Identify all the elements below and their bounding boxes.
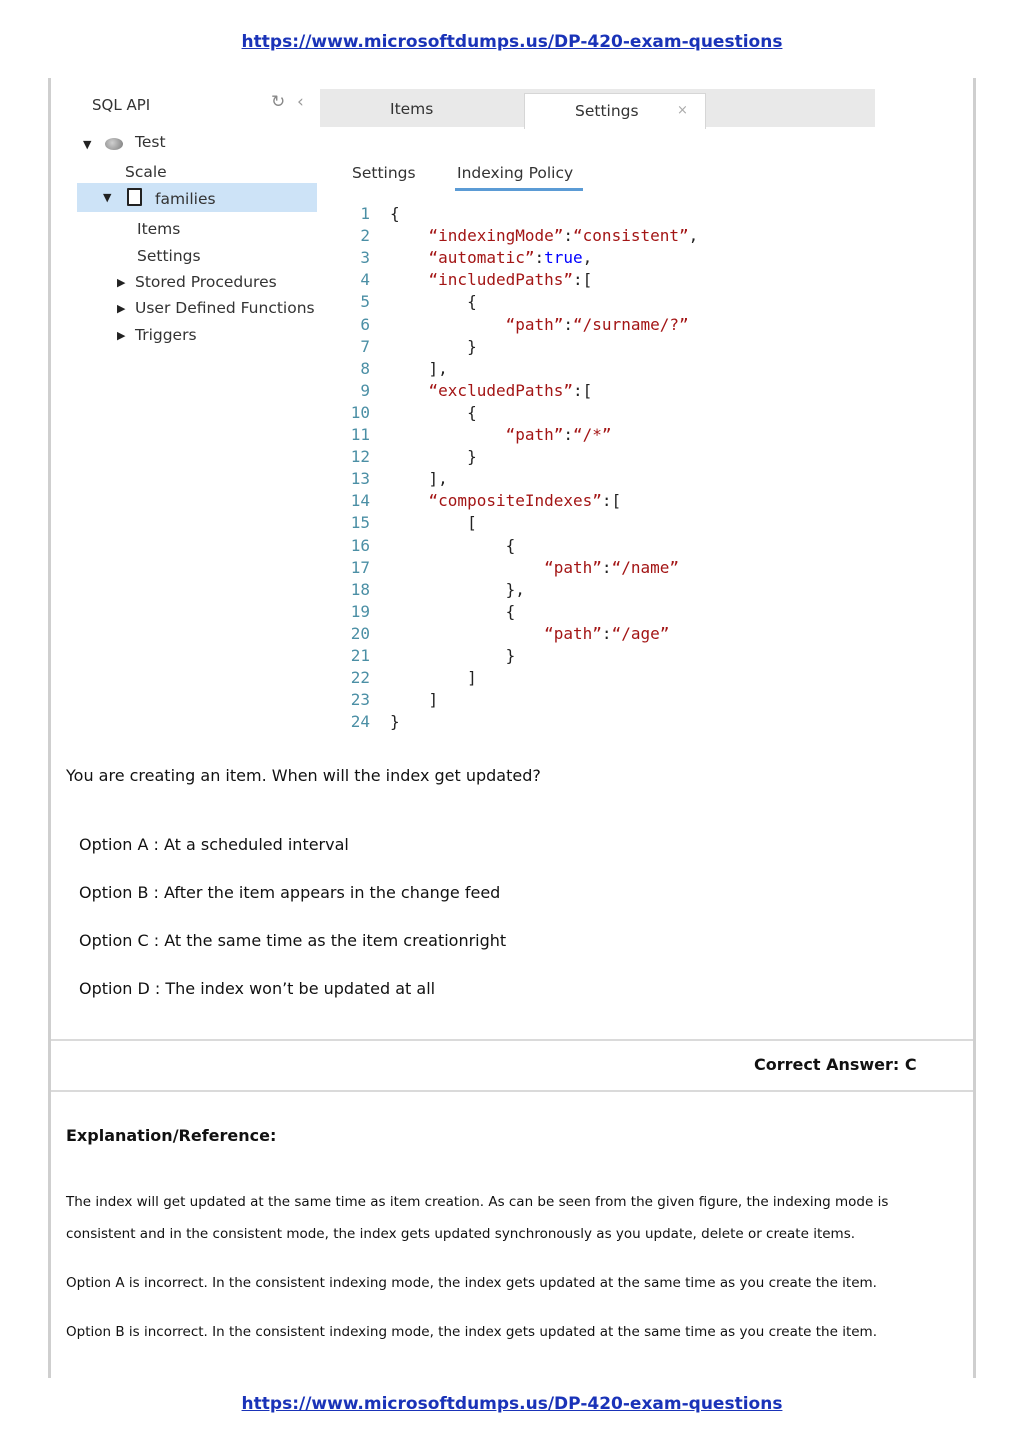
code-text: ], (390, 358, 448, 378)
line-number: 15 (350, 513, 370, 533)
line-number: 22 (350, 668, 370, 688)
line-number: 1 (360, 204, 370, 223)
code-text: “path”:“/name” (544, 557, 679, 577)
active-subtab-indicator (455, 188, 583, 191)
refresh-icon[interactable]: ↻ (271, 92, 286, 112)
explanation-paragraph: Option B is incorrect. In the consistent indexing mode, the index gets updated at the same time as you create the item. (66, 1324, 877, 1340)
tab-settings-label: Settings (575, 102, 639, 120)
document-icon (127, 188, 142, 206)
explanation-paragraph: The index will get updated at the same time as item creation. As can be seen from the given figure, the indexing mode is (66, 1194, 889, 1210)
code-text: { (390, 535, 516, 555)
option-d[interactable]: Option D : The index won’t be updated at all (79, 979, 436, 998)
tree-database-test[interactable]: Test (135, 133, 166, 151)
tab-items[interactable]: Items (390, 100, 434, 118)
line-number: 4 (360, 270, 370, 290)
line-number: 5 (360, 292, 370, 312)
code-text: } (390, 447, 477, 467)
code-text: { (390, 204, 400, 223)
code-text: { (390, 292, 477, 312)
line-number: 3 (360, 248, 370, 268)
line-number: 11 (350, 425, 370, 444)
expand-arrow-icon[interactable]: ▶ (117, 302, 126, 315)
code-text: “path”:“/age” (544, 623, 670, 643)
option-c[interactable]: Option C : At the same time as the item creationright (79, 931, 507, 950)
tab-bar (320, 89, 875, 127)
correct-answer: Correct Answer: C (754, 1055, 917, 1074)
line-number: 16 (350, 535, 370, 555)
tab-settings[interactable] (524, 93, 706, 129)
line-number: 9 (360, 380, 370, 400)
code-text: [ (390, 513, 477, 533)
expand-arrow-icon[interactable]: ▶ (117, 276, 126, 289)
tree-item-stored-procedures[interactable]: Stored Procedures (135, 273, 277, 291)
line-number: 19 (350, 601, 370, 621)
close-icon[interactable]: × (677, 103, 688, 118)
tree-item-items[interactable]: Items (137, 220, 181, 238)
line-number: 21 (350, 646, 370, 665)
expand-arrow-icon[interactable]: ▶ (117, 329, 126, 342)
expand-arrow-icon[interactable]: ▼ (83, 138, 92, 151)
line-number: 24 (350, 712, 370, 732)
subtab-indexing-policy[interactable]: Indexing Policy (457, 164, 574, 182)
database-icon (105, 138, 123, 150)
footer-url-link[interactable]: https://www.microsoftdumps.us/DP-420-exam-questions (241, 1394, 783, 1414)
question-text: You are creating an item. When will the index get updated? (66, 766, 541, 785)
explanation-title: Explanation/Reference: (66, 1126, 277, 1145)
code-text: ], (390, 469, 448, 489)
tree-item-triggers[interactable]: Triggers (135, 326, 197, 344)
tree-item-scale[interactable]: Scale (125, 163, 167, 181)
code-text: ] (390, 668, 477, 688)
code-text: } (390, 646, 516, 665)
collapse-icon[interactable]: ‹ (297, 92, 304, 112)
line-number: 7 (360, 336, 370, 356)
explanation-paragraph: Option A is incorrect. In the consistent indexing mode, the index gets updated at the same time as you create the item. (66, 1275, 877, 1291)
code-text: “automatic”:true, (428, 248, 593, 268)
option-a[interactable]: Option A : At a scheduled interval (79, 835, 349, 854)
code-text: “indexingMode”:“consistent”, (428, 226, 699, 246)
code-text: “excludedPaths”:[ (428, 380, 593, 400)
sql-api-title: SQL API (92, 96, 151, 114)
tree-item-settings[interactable]: Settings (137, 247, 201, 265)
code-text: }, (390, 579, 525, 599)
line-number: 20 (350, 623, 370, 643)
code-text: “compositeIndexes”:[ (428, 491, 622, 511)
line-number: 13 (350, 469, 370, 489)
code-text: “path”:“/surname/?” (505, 314, 689, 334)
tree-container-families[interactable]: families (155, 190, 216, 208)
divider (51, 1039, 973, 1041)
line-number: 23 (350, 690, 370, 710)
line-number: 10 (350, 402, 370, 422)
line-number: 12 (350, 447, 370, 467)
line-number: 14 (350, 491, 370, 511)
code-text: { (390, 601, 516, 621)
line-number: 6 (360, 314, 370, 334)
code-text: } (390, 712, 400, 732)
expand-arrow-icon[interactable]: ▼ (103, 191, 112, 204)
line-number: 8 (360, 358, 370, 378)
line-number: 17 (350, 557, 370, 577)
line-number: 18 (350, 579, 370, 599)
explanation-paragraph: consistent and in the consistent mode, the index gets updated synchronously as you update, delete or create items. (66, 1226, 856, 1242)
code-text: } (390, 336, 477, 356)
subtab-settings[interactable]: Settings (352, 164, 416, 182)
code-text: “includedPaths”:[ (428, 270, 593, 290)
code-text: “path”:“/*” (505, 425, 612, 444)
option-b[interactable]: Option B : After the item appears in the change feed (79, 883, 501, 902)
line-number: 2 (360, 226, 370, 246)
tree-item-udfs[interactable]: User Defined Functions (135, 299, 315, 317)
data-explorer-screenshot (75, 84, 885, 744)
divider (51, 1090, 973, 1092)
header-url-link[interactable]: https://www.microsoftdumps.us/DP-420-exam-questions (241, 32, 783, 52)
code-text: ] (390, 690, 439, 710)
code-text: { (390, 402, 477, 422)
